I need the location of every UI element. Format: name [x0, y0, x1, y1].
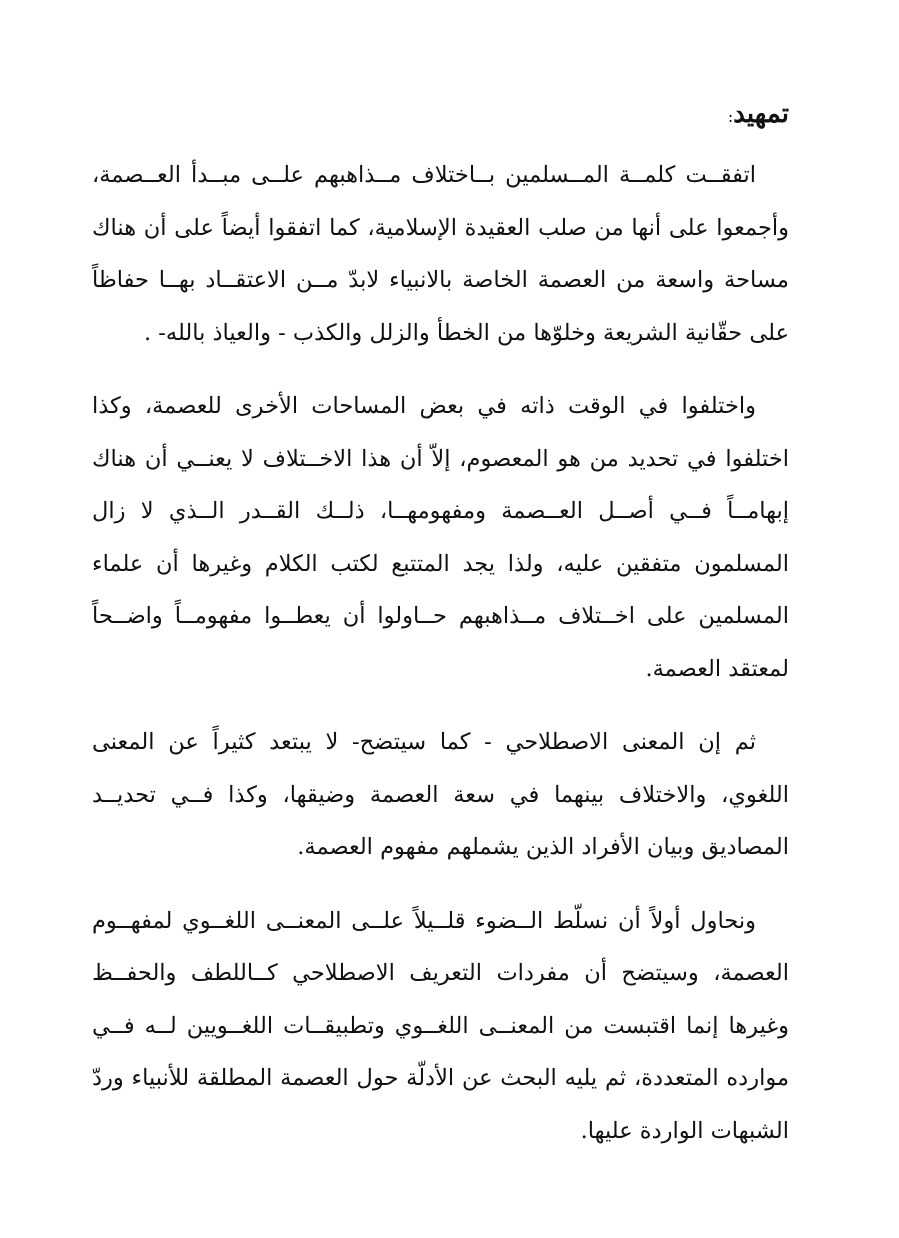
heading-colon: :	[727, 107, 734, 126]
section-heading	[92, 92, 789, 139]
paragraph-1: اتفقــت كلمــة المــسلمين بــاختلاف مــذاهبهم علــى مبــدأ العــصمة، وأجمعوا على أنها من صلب العقيدة الإسلامية، كما اتفقوا أيضاً على أن هناك مساحة واسعة من العصمة الخاصة بالانبياء لابدّ مــن الاعتقــاد بهــا حفاظاً على حقّانية الشريعة وخلوّها من الخطأ والزلل والكذب - والعياذ بالله- .	[92, 162, 789, 346]
heading-text: تمهيد	[733, 99, 789, 129]
paragraph-3: ثم إن المعنى الاصطلاحي - كما سيتضح- لا يبتعد كثيراً عن المعنى اللغوي، والاختلاف بينهما في سعة العصمة وضيقها، وكذا فــي تحديــد المصاديق وبيان الأفراد الذين يشملهم مفهوم العصمة.	[92, 729, 789, 860]
paragraph-4: ونحاول أولاً أن نسلّط الــضوء قلــيلاً علــى المعنــى اللغــوي لمفهــوم العصمة، وسيتضح أن مفردات التعريف الاصطلاحي كــاللطف والحفــظ وغيرها إنما اقتبست من المعنــى اللغــوي وتطبيقــات اللغــويين لــه فــي موارده المتعددة، ثم يليه البحث عن الأدلّة حول العصمة المطلقة للأنبياء وردّ الشبهات الواردة عليها.	[92, 907, 789, 1144]
paragraph-2: واختلفوا في الوقت ذاته في بعض المساحات الأخرى للعصمة، وكذا اختلفوا في تحديد من هو المعصوم، إلاّ أن هذا الاخــتلاف لا يعنــي أن هناك إبهامــاً فــي أصــل العــصمة ومفهومهــا، ذلــك القــدر الــذي لا زال المسلمون متفقين عليه، ولذا يجد المتتبع لكتب الكلام وغيرها أن علماء المسلمين على اخــتلاف مــذاهبهم حــاولوا أن يعطــوا مفهومــاً واضــحاً لمعتقد العصمة.	[92, 393, 789, 682]
